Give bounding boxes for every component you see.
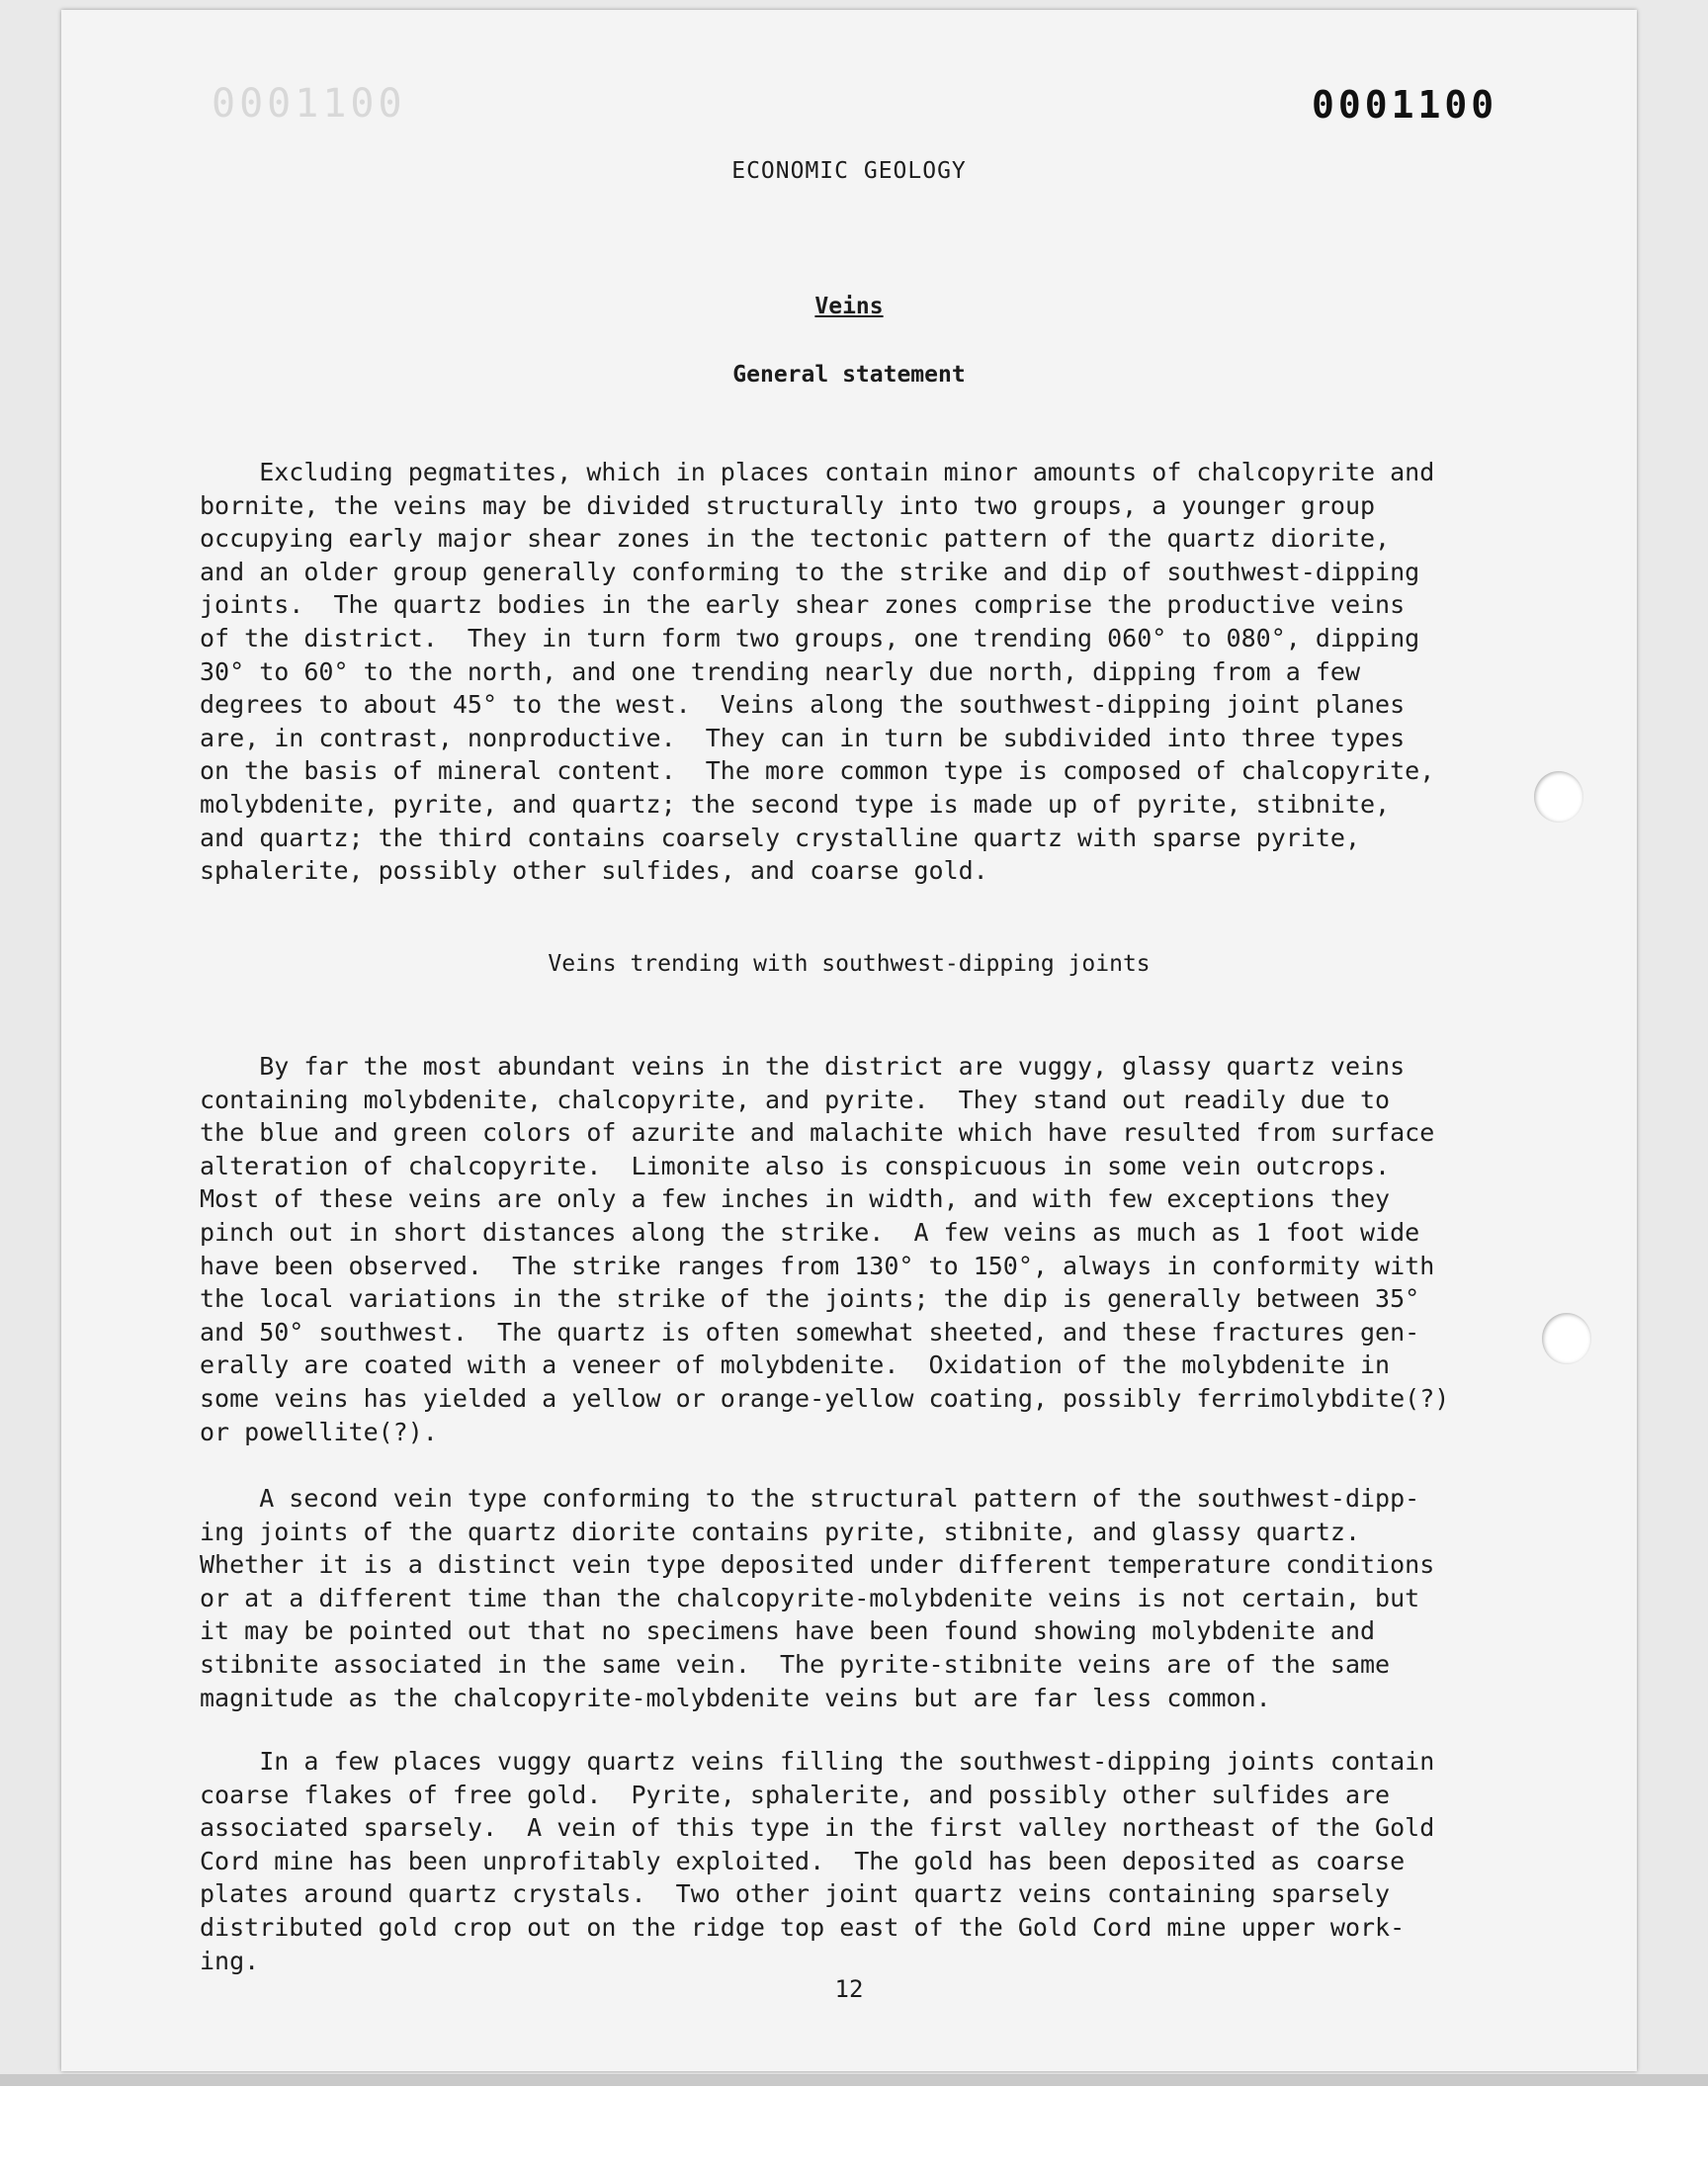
- paragraph-general-statement: Excluding pegmatites, which in places contain minor amounts of chalcopyrite and bornite, the veins may be divided structurally into two groups, a younger group occupying early major shear zones in the tectonic pattern of the quartz diorite, and an older group generally conforming to the strike and dip of southwest-dipping joints. The quartz bodies in the early shear zones comprise the productive veins of the district. They in turn form two groups, one trending 060° to 080°, dipping 30° to 60° to the north, and one trending nearly due north, dipping from a few degrees to about 45° to the west. Veins along the southwest-dipping joint planes are, in contrast, nonproductive. They can in turn be subdivided into three types on the basis of mineral content. The more common type is composed of chalcopyrite, molybdenite, pyrite, and quartz; the second type is made up of pyrite, stibnite, and quartz; the third contains coarsely crystalline quartz with sparse pyrite, sphalerite, possibly other sulfides, and coarse gold.: [200, 458, 1435, 886]
- paragraph-abundant-veins: By far the most abundant veins in the district are vuggy, glassy quartz veins containing molybdenite, chalcopyrite, and pyrite. They stand out readily due to the blue and green colors of azurite and malachite which have resulted from surface alteration of chalcopyrite. Limonite also is conspicuous in some vein outcrops. Most of these veins are only a few inches in width, and with few exceptions they pinch out in short distances along the strike. A few veins as much as 1 foot wide have been observed. The strike ranges from 130° to 150°, always in conformity with the local variations in the strike of the joints; the dip is generally between 35° and 50° southwest. The quartz is often somewhat sheeted, and these fractures gen- erally are coated with a veneer of molybdenite. Oxidation of the molybdenite in some veins has yielded a yellow or orange-yellow coating, possibly ferrimolybdite(?) or powellite(?).: [200, 1052, 1450, 1446]
- paragraph-gold-veins: In a few places vuggy quartz veins filling the southwest-dipping joints contain coarse flakes of free gold. Pyrite, sphalerite, and possibly other sulfides are associated sparsely. A vein of this type in the first valley northeast of the Gold Cord mine has been unprofitably exploited. The gold has been deposited as coarse plates around quartz crystals. Two other joint quartz veins containing sparsely distributed gold crop out on the ridge top east of the Gold Cord mine upper work- ing.: [200, 1747, 1435, 1975]
- section-heading: Veins: [814, 294, 884, 319]
- document-number-stamp: 0001100: [1312, 83, 1498, 127]
- chapter-heading: ECONOMIC GEOLOGY: [731, 158, 967, 184]
- subsection-heading-general: General statement: [732, 362, 966, 388]
- paragraph-second-vein-type: A second vein type conforming to the structural pattern of the southwest-dipp- ing joints of the quartz diorite contains pyrite, stibnite, and glassy quartz. Whether it is a distinct vein type deposited under different temperature conditions or at a different time than the chalcopyrite-molybdenite veins is not certain, but it may be pointed out that no specimens have been found showing molybdenite and stibnite associated in the same vein. The pyrite-stibnite veins are of the same magnitude as the chalcopyrite-molybdenite veins but are far less common.: [200, 1484, 1435, 1712]
- subsection-heading-trending: Veins trending with southwest-dipping joints: [548, 951, 1151, 977]
- page-number: 12: [834, 1975, 864, 2003]
- document-page: [61, 10, 1637, 2071]
- bleed-through-mark: 0001100: [212, 81, 406, 127]
- scanner-edge: [0, 2074, 1708, 2086]
